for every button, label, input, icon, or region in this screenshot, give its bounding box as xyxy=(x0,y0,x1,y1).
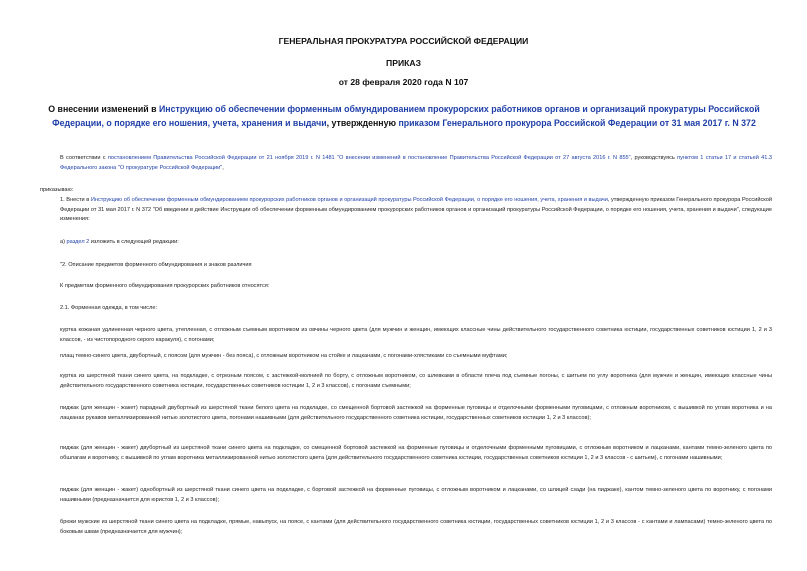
list-item: пиджак (для женщин - жакет) однобортный из шерстяной ткани синего цвета на подкладке, с бортовой застежкой на форменные пуговицы, с отложным воротником и лацканами, со шлицей сзади (на пиджаке), кантом темно-зеленого цвета по воротнику, с погонами нашивными (предназначается для юристов 1, 2 и 3 классов); xyxy=(60,487,772,503)
sub-item-a-text-2: изложить в следующей редакции: xyxy=(89,239,179,245)
uniform-items-intro: К предметам форменного обмундирования прокурорских работников относятся: xyxy=(60,283,270,289)
order-word: приказываю: xyxy=(40,187,74,193)
item-1-paragraph xyxy=(60,196,772,225)
law-article-link[interactable]: пунктом 1 статьи 17 и статьей 41.3 Федерального закона "О прокуратуре Российской Федерации" xyxy=(60,155,773,171)
intro-text-2: , руководствуясь xyxy=(630,155,678,161)
section-2-link[interactable]: раздел 2 xyxy=(66,239,90,245)
list-item: пиджак (для женщин - жакет) двубортный из шерстяной ткани синего цвета на подкладке, со смещенной бортовой застежкой на форменные пуговицы и отделочными форменными пуговицами, с отложным воротником и лацканами, кантами темно-зеленого цвета по обшлагам и воротнику, с вышивкой по углам воротника металлизированной нитью золотистого цвета (для действительного государственного советника юстиции, государственных советников юстиции 1, 2 и 3 классов - с шитьем), с погонами нашивными; xyxy=(60,445,772,461)
decree-link[interactable]: постановлением Правительства Российской Федерации от 21 ноября 2019 г. N 1481 "О внесении изменений в постановление Правительства Российской Федерации от 27 августа 2016 г. N 855" xyxy=(107,155,631,161)
list-item: плащ темно-синего цвета, двубортный, с поясом (для мужчин - без пояса), с отложным воротником на стойке и лацканами, с погонами-хлястиками со съемными муфтами; xyxy=(60,353,508,359)
intro-text: В соответствии с xyxy=(60,155,108,161)
document-type: ПРИКАЗ xyxy=(386,58,421,68)
item-1-text: 1. Внести в xyxy=(60,197,91,203)
item-1-text-2: , утвержденную приказом Генерального прокурора Российской Федерации от 31 мая 2017 г. N 372 "Об введении в действие Инструкции об обеспечении форменным обмундированием прокурорских работников органов и организаций прокуратуры Российской Федерации, о порядке его ношения, учета, хранения и выдачи", следующие изменения: xyxy=(60,197,772,223)
title-text: О внесении изменений в xyxy=(48,104,159,114)
list-item: брюки мужские из шерстяной ткани синего цвета на подкладке, прямые, навыпуск, на поясе, с кантами (для действительного государственного советника юстиции, государственных советников юстиции 1, 2 и 3 классов - с кантами и лампасами) темно-зеленого цвета по боковым швам (предназначается для мужчин); xyxy=(60,519,772,535)
document-date-number: от 28 февраля 2020 года N 107 xyxy=(338,77,469,87)
instruction-link[interactable]: Инструкцию об обеспечении форменным обмундированием прокурорских работников органов и организаций прокуратуры Российской Федерации, о порядке его ношения, учета, хранения и выдачи xyxy=(90,197,608,203)
title-instruction-link[interactable]: Инструкцию об обеспечении форменным обмундированием прокурорских работников органов и организаций прокуратуры Российской Федерации, о порядке его ношения, учета, хранения и выдачи xyxy=(52,104,760,128)
issuing-authority: ГЕНЕРАЛЬНАЯ ПРОКУРАТУРА РОССИЙСКОЙ ФЕДЕРАЦИИ xyxy=(278,36,529,46)
sub-item-a xyxy=(60,238,179,248)
intro-paragraph xyxy=(60,154,772,173)
section-2-heading: "2. Описание предметов форменного обмундирования и знаков различия xyxy=(60,262,252,268)
sub-item-a-text: а) xyxy=(60,239,67,245)
document-title xyxy=(32,102,776,130)
intro-text-3: , xyxy=(222,164,224,171)
title-text-2: , утвержденную xyxy=(326,118,399,128)
list-item: куртка из шерстяной ткани синего цвета, на подкладке, с отрезным поясом, с застежкой-молнией по борту, с отложным воротником, со шлевками в области плеча под съемные погоны, с шитьем по углу воротника (для мужчин и женщин, имеющих классные чины действительного государственного советника юстиции, государственных советников юстиции 1, 2 и 3 классов), с погонами съемными; xyxy=(60,373,772,389)
list-item: пиджак (для женщин - жакет) парадный двубортный из шерстяной ткани белого цвета на подкладке, со смещенной бортовой застежкой на форменные пуговицы и отделочными форменными пуговицами, с отложным воротником, с вышивкой по углам воротника и на лацканах рукавов металлизированной нитью золотистого цвета, погонами нашивными (для действительного государственного советника юстиции, государственных советников юстиции 1, 2 и 3 классов); xyxy=(60,405,772,421)
list-item: куртка кожаная удлиненная черного цвета, утепленная, с отложным съемным воротником из овчины черного цвета (для мужчин и женщин, имеющих классные чины действительного государственного советника юстиции, государственных советников юстиции 1, 2 и 3 классов, - из чистопородного серого каракуля), с погонами; xyxy=(60,327,772,343)
clause-2-1: 2.1. Форменная одежда, в том числе: xyxy=(60,305,158,311)
title-order-link[interactable]: приказом Генерального прокурора Российской Федерации от 31 мая 2017 г. N 372 xyxy=(398,118,756,128)
